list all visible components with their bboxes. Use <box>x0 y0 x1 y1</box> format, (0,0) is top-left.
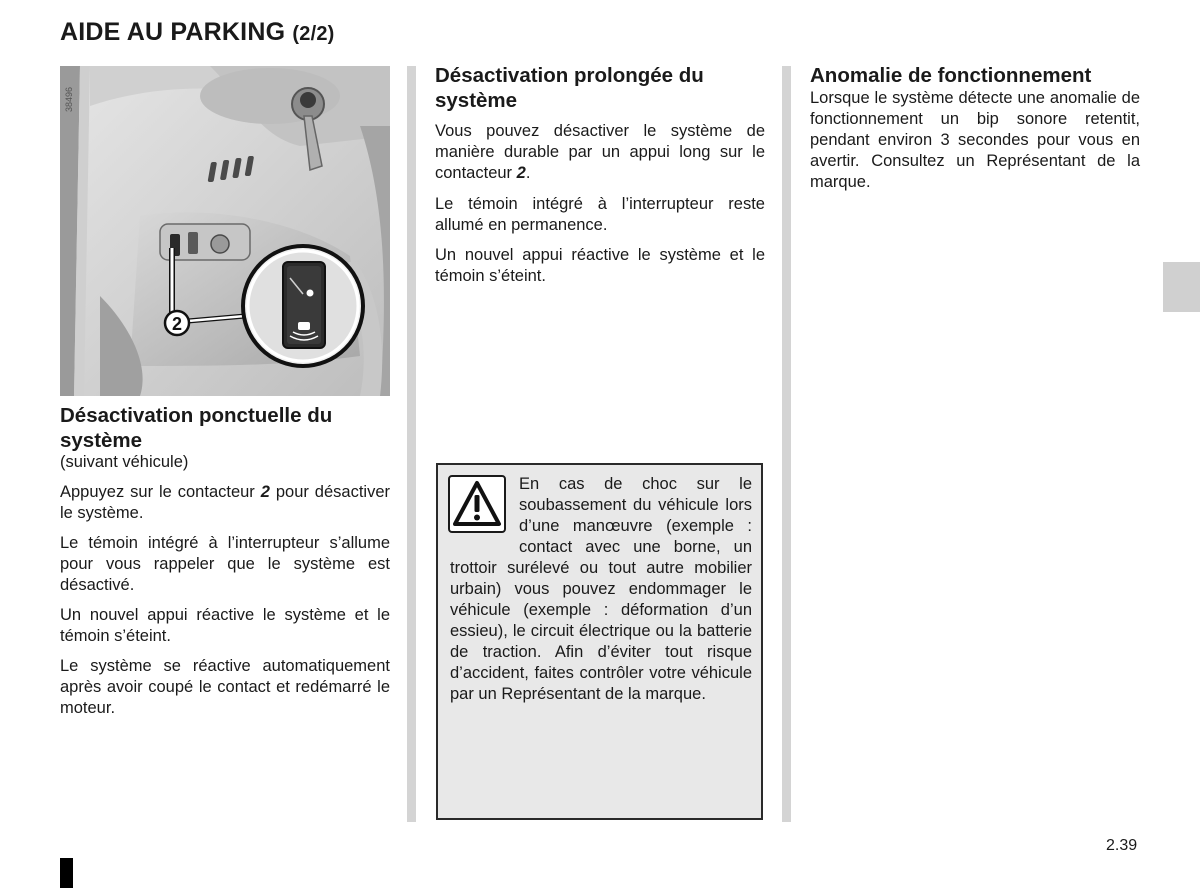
left-paragraph-3: Un nouvel appui réactive le système et le témoin s’éteint. <box>60 606 390 645</box>
left-paragraph-2: Le témoin intégré à l’interrupteur s’allume pour vous rappeler que le système est désactivé. <box>60 534 390 594</box>
chapter-tab <box>1163 262 1200 312</box>
page-number: 2.39 <box>1106 837 1138 854</box>
page-title-suffix: (2/2) <box>292 23 335 45</box>
middle-p1-before: Vous pouvez désactiver le système de manière durable par un appui long sur le contacteur <box>435 122 765 182</box>
middle-p1-switch-ref: 2 <box>516 164 526 182</box>
warning-icon-spacer <box>450 474 519 554</box>
middle-paragraph-3: Un nouvel appui réactive le système et le témoin s’éteint. <box>435 246 765 285</box>
column-divider-right <box>782 66 791 822</box>
warning-box <box>436 463 763 820</box>
page-title-main: AIDE AU PARKING <box>60 18 286 46</box>
middle-heading: Désactivation prolongée du système <box>435 64 704 112</box>
right-paragraph-1: Lorsque le système détecte une anomalie de fonctionnement un bip sonore retentit, pendant environ 3 secondes pour vous en avertir. Consultez un Représentant de la marque. <box>810 89 1140 191</box>
figure-reference-number: 38496 <box>64 86 74 112</box>
corner-marker <box>60 858 73 888</box>
dashboard-illustration <box>60 66 390 396</box>
left-p1-switch-ref: 2 <box>260 483 270 501</box>
right-heading: Anomalie de fonctionnement <box>810 64 1092 87</box>
callout-label: 2 <box>171 314 183 334</box>
left-paragraph-4: Le système se réactive automatiquement après avoir coupé le contact et redémarré le moteur. <box>60 657 390 717</box>
middle-paragraph-2: Le témoin intégré à l’interrupteur reste allumé en permanence. <box>435 195 765 234</box>
left-p1-before: Appuyez sur le contacteur <box>60 483 261 501</box>
warning-text-block <box>450 474 752 705</box>
left-heading: Désactivation ponctuelle du système <box>60 404 333 452</box>
middle-paragraph-1 <box>435 121 765 184</box>
left-p1-after: pour désactiver le système. <box>60 483 390 522</box>
column-divider-left <box>407 66 416 822</box>
middle-p1-after: . <box>525 164 531 182</box>
warning-text: En cas de choc sur le soubassement du véhicule lors d’une manœuvre (exemple : contact avec une borne, un trottoir surélevé ou tout autre mobilier urbain) vous pouvez endommager le véhicule (exemple : déformation d’un essieu), le circuit électrique ou la batterie de traction. Afin d’éviter tout risque d’accident, faites contrôler votre véhicule par un Représentant de la marque. <box>450 475 752 703</box>
left-paragraph-1 <box>60 482 390 524</box>
left-subheading: (suivant véhicule) <box>60 453 189 471</box>
page-title <box>60 18 335 47</box>
dashboard-drawing <box>60 66 390 396</box>
